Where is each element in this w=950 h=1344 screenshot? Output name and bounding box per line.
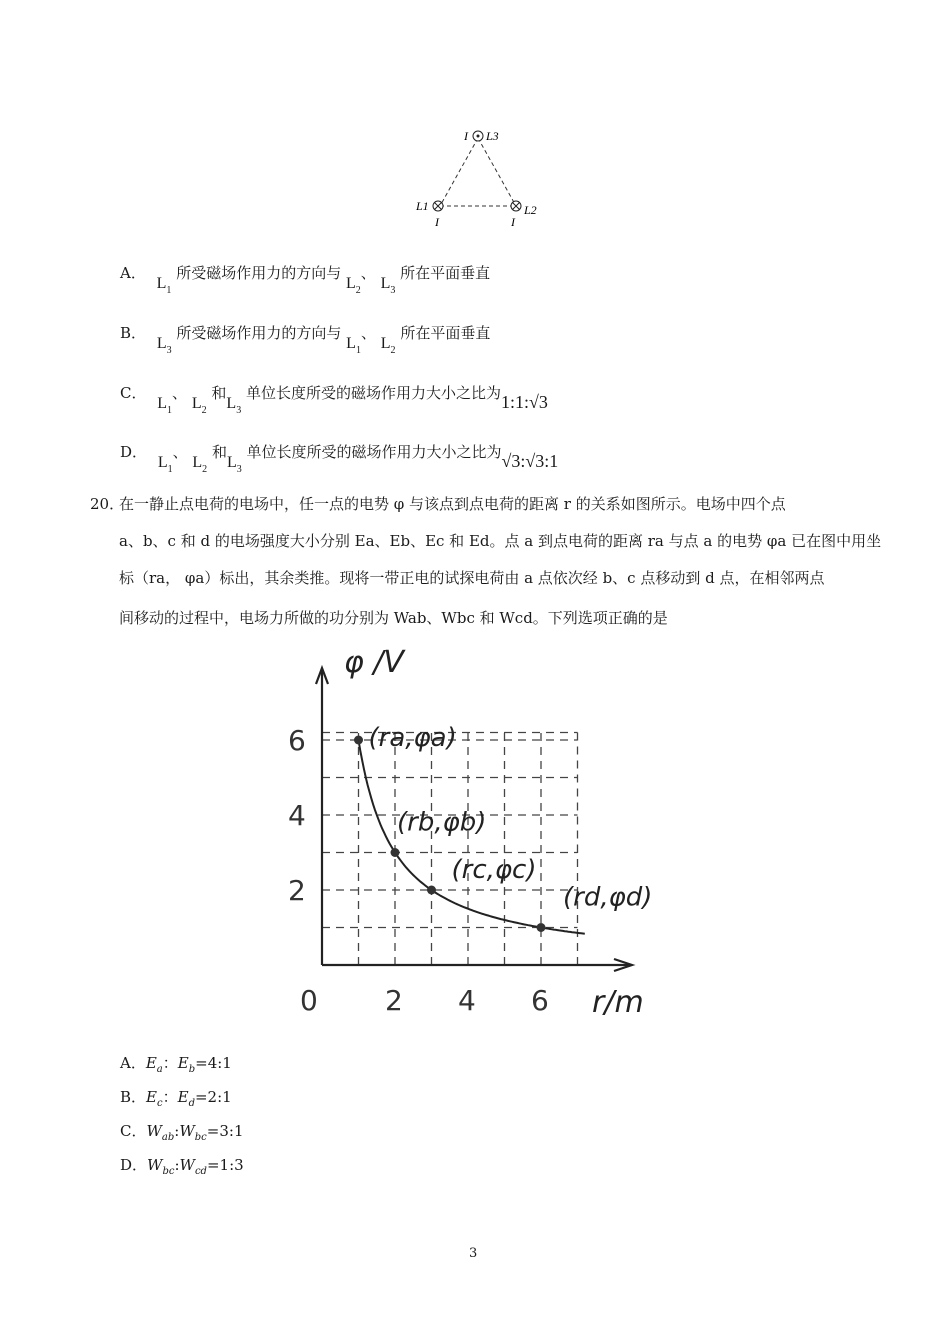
left-current-label: I: [435, 215, 439, 229]
question-20-line-4: 间移动的过程中，电场力所做的功分别为 Wab、Wbc 和 Wcd。下列选项正确的是: [119, 609, 668, 627]
y-tick-label: 4: [288, 799, 306, 832]
wire-l1-in-icon: [433, 201, 443, 211]
prev-option-c: C． $L_1$、 $L_2$ 和$L_3$ 单位长度所受的磁场作用力大小之比为1:1:√3: [120, 384, 548, 416]
data-point: [427, 886, 436, 895]
question-20-line-3: 标（ra， φa）标出，其余类推。现将一带正电的试探电荷由 a 点依次经 b、c 点移动到 d 点，在相邻两点: [119, 569, 825, 587]
prev-option-d: D． $L_1$、 $L_2$ 和$L_3$ 单位长度所受的磁场作用力大小之比为√3:√3:1: [120, 443, 559, 475]
x-tick-label: 4: [458, 984, 476, 1017]
prev-option-a: A． $L_1$ 所受磁场作用力的方向与 $L_2$、 $L_3$ 所在平面垂直: [120, 264, 491, 296]
y-tick-label: 2: [288, 874, 306, 907]
prev-option-b: B． $L_3$ 所受磁场作用力的方向与 $L_1$、 $L_2$ 所在平面垂直: [120, 324, 491, 356]
answer-c: C．$W_{ab}:W_{bc}=3:1$: [120, 1122, 244, 1143]
origin-label: 0: [300, 984, 318, 1017]
phi-r-chart: [280, 640, 660, 1030]
point-label: (rc,φc): [451, 855, 537, 885]
y-axis-label: φ /V: [344, 645, 404, 680]
data-point: [537, 923, 546, 932]
x-tick-label: 6: [531, 984, 549, 1017]
triangle-figure: [410, 120, 550, 230]
page-number: 3: [469, 1246, 478, 1261]
left-wire-label: L1: [416, 199, 429, 213]
right-current-label: I: [511, 215, 515, 229]
point-label: (rd,φd): [563, 882, 653, 913]
question-20-number: 20．: [90, 495, 125, 513]
wire-l2-in-icon: [511, 201, 521, 211]
right-wire-label: L2: [524, 203, 537, 217]
y-tick-label: 6: [288, 724, 306, 757]
question-20-line-2: a、b、c 和 d 的电场强度大小分别 Ea、Eb、Ec 和 Ed。点 a 到点电荷的距离 ra 与点 a 的电势 φa 已在图中用坐: [119, 532, 882, 550]
top-current-label: I: [464, 129, 468, 143]
answer-d: D．$W_{bc}:W_{cd}=1:3$: [120, 1156, 244, 1177]
top-wire-label: L3: [486, 129, 499, 143]
data-point: [354, 736, 363, 745]
point-label: (rb,φb): [397, 807, 487, 838]
x-axis-label: r/m: [592, 985, 644, 1020]
data-point: [391, 848, 400, 857]
answer-a: A．$E_a$：$E_b=4:1$: [120, 1054, 232, 1075]
question-20-line-1: 在一静止点电荷的电场中，任一点的电势 φ 与该点到点电荷的距离 r 的关系如图所示。电场中四个点: [119, 495, 786, 513]
answer-b: B．$E_c$：$E_d=2:1$: [120, 1088, 232, 1109]
x-tick-label: 2: [385, 984, 403, 1017]
point-label: (ra,φa): [368, 723, 457, 753]
